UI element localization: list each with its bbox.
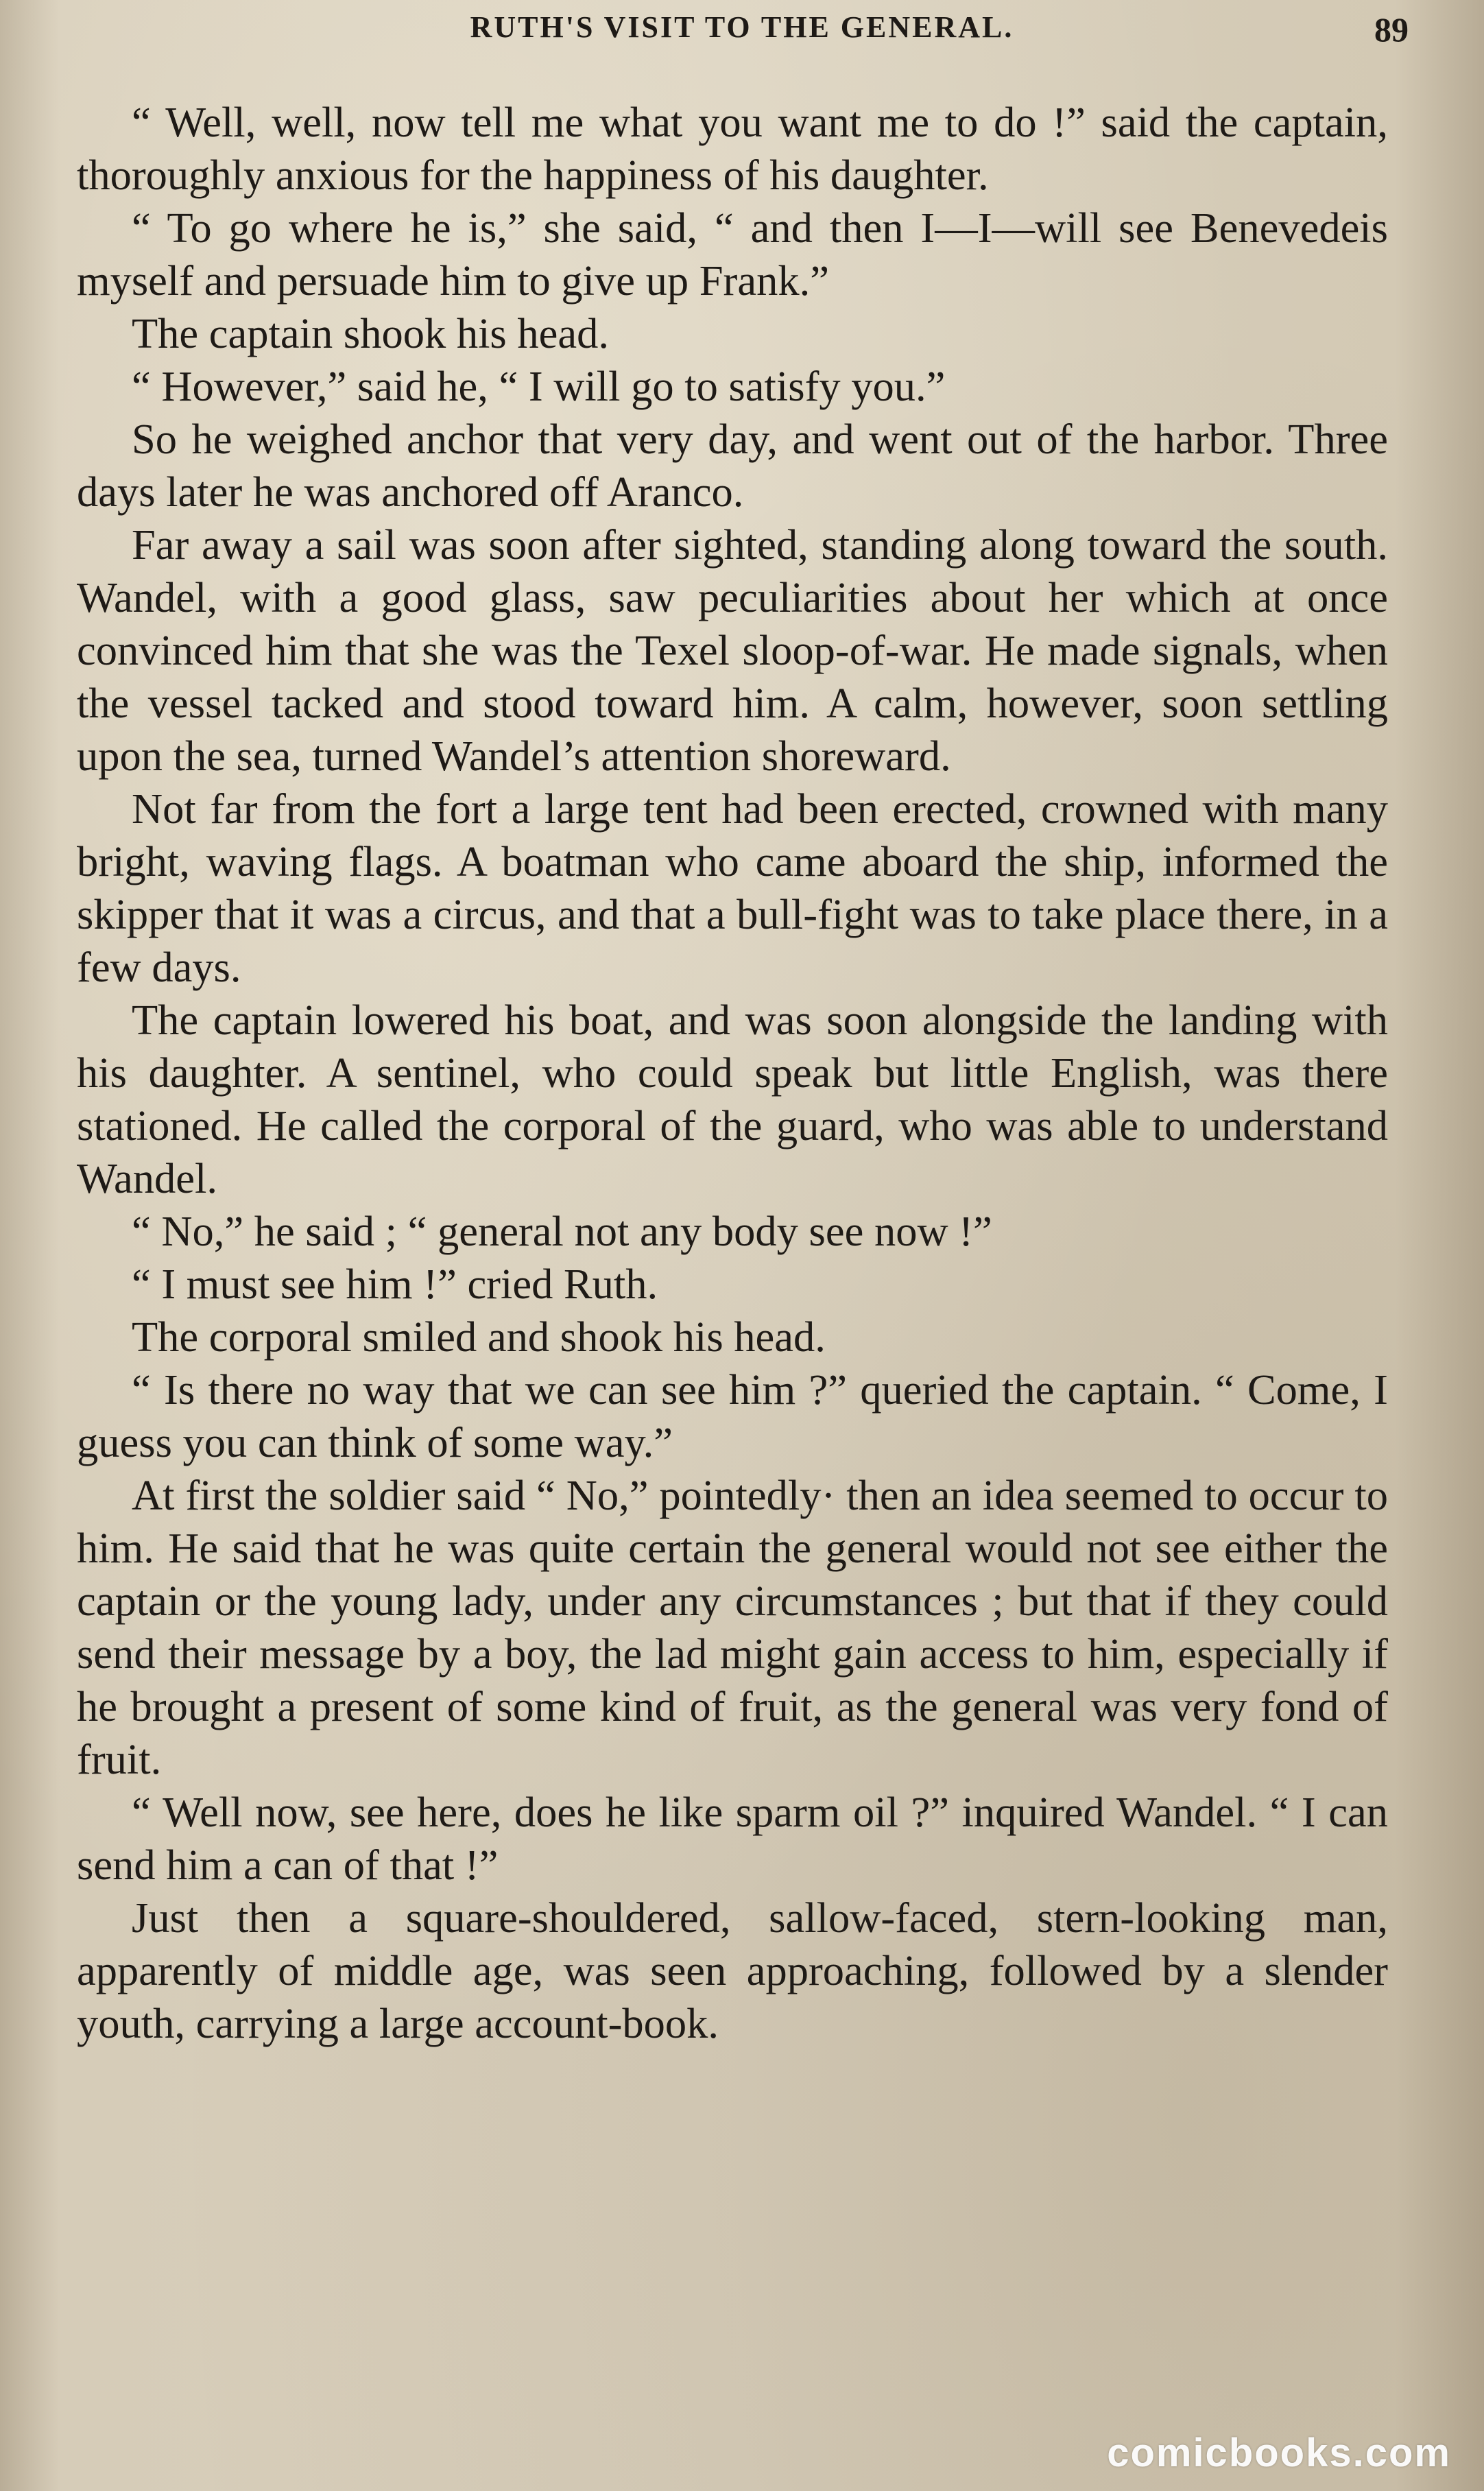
paragraph: At first the soldier said “ No,” pointedly· then an idea seemed to occur to him. He said that he was quite certain the general would not see either the captain or the young lady, under any circumstances ; but that if they could send their message by a boy, the lad might gain access to him, especially if he brought a present of some kind of fruit, as the general was very fond of fruit. (77, 1471, 1388, 1783)
body-text (77, 96, 1388, 2050)
paragraph: “ To go where he is,” she said, “ and then I—I—will see Benevedeis myself and persuade him to give up Frank.” (77, 204, 1388, 305)
running-head: RUTH'S VISIT TO THE GENERAL. (470, 10, 1014, 44)
paragraph: The captain shook his head. (132, 309, 609, 357)
paragraph: “ Is there no way that we can see him ?” queried the captain. “ Come, I guess you can think of some way.” (77, 1366, 1388, 1466)
paragraph: The corporal smiled and shook his head. (132, 1313, 826, 1361)
paragraph: “ No,” he said ; “ general not any body see now !” (132, 1207, 992, 1255)
watermark: comicbooks.com (1107, 2431, 1451, 2475)
paragraph: “ I must see him !” cried Ruth. (132, 1260, 658, 1308)
page-number: 89 (1374, 10, 1409, 49)
paragraph: Just then a square-shouldered, sallow-faced, stern-looking man, apparently of middle age, was seen approaching, followed by a slender youth, carrying a large account-book. (77, 1894, 1388, 2047)
paragraph: Not far from the fort a large tent had been erected, crowned with many bright, waving flags. A boatman who came aboard the ship, informed the skipper that it was a circus, and that a bull-fight was to take place there, in a few days. (77, 785, 1388, 991)
paragraph: Far away a sail was soon after sighted, standing along toward the south. Wandel, with a good glass, saw peculiarities about her which at once convinced him that she was the Texel sloop-of-war. He made signals, when the vessel tacked and stood toward him. A calm, however, soon settling upon the sea, turned Wandel’s attention shoreward. (77, 521, 1388, 780)
paragraph: The captain lowered his boat, and was soon alongside the landing with his daughter. A sentinel, who could speak but little English, was there stationed. He called the corporal of the guard, who was able to understand Wandel. (77, 996, 1388, 1202)
paragraph: “ Well, well, now tell me what you want me to do !” said the captain, thoroughly anxious for the happiness of his daughter. (77, 98, 1388, 199)
paragraph: “ Well now, see here, does he like sparm oil ?” inquired Wandel. “ I can send him a can of that !” (77, 1788, 1388, 1889)
paragraph: “ However,” said he, “ I will go to satisfy you.” (132, 362, 946, 410)
paragraph: So he weighed anchor that very day, and went out of the harbor. Three days later he was anchored off Aranco. (77, 415, 1388, 516)
page-header (75, 10, 1409, 51)
